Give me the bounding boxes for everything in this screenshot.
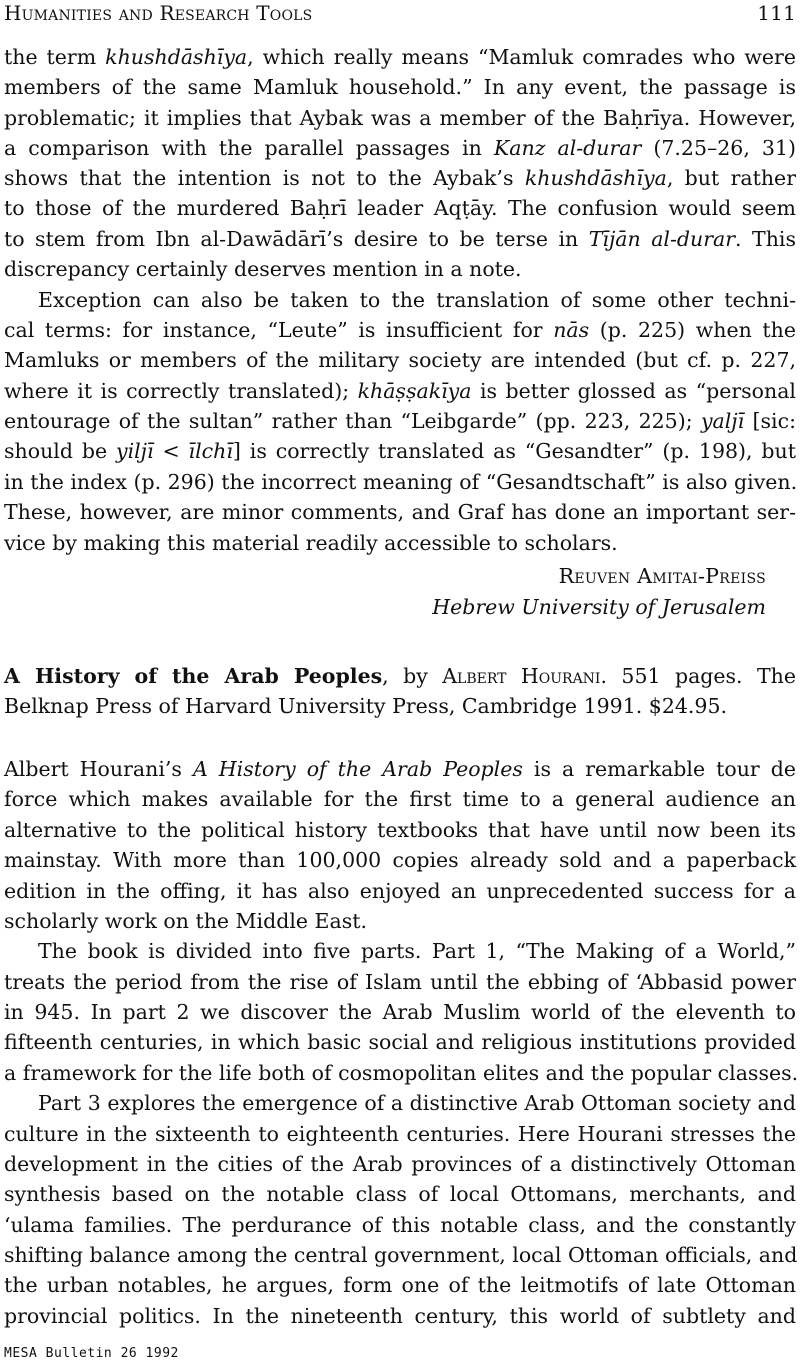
text-line: Part 3 explores the emergence of a distinctive Arab Ottoman society and	[38, 1091, 796, 1115]
text-line: alternative to the political history textbooks that have until now been its	[4, 818, 796, 842]
text-line: a framework for the life both of cosmopolitan elites and the popular classes.	[4, 1061, 799, 1085]
text-line: to those of the murdered Baḥrī leader Aqṭāy. The confusion would seem	[4, 196, 796, 220]
text-line: These, however, are minor comments, and Graf has done an important ser-	[4, 500, 796, 524]
text-line: scholarly work on the Middle East.	[4, 909, 368, 933]
text-line: shifting balance among the central government, local Ottoman officials, and	[4, 1243, 798, 1267]
text-line: force which makes available for the first time to a general audience an	[4, 787, 796, 811]
text-line: problematic; it implies that Aybak was a member of the Baḥrīya. However,	[4, 106, 796, 130]
text-line: to stem from Ibn al-Dawādārī’s desire to be terse in Tījān al-durar. This	[4, 227, 796, 251]
text-line: mainstay. With more than 100,000 copies already sold and a paperback	[4, 848, 796, 872]
text-line: synthesis based on the notable class of local Ottomans, merchants, and	[4, 1182, 796, 1206]
text-line: vice by making this material readily accessible to scholars.	[4, 531, 618, 555]
book-title: A History of the Arab Peoples	[4, 664, 383, 688]
page-number: 111	[757, 1, 796, 25]
reviewer-name: Reuven Amitai-Preiss	[558, 564, 766, 588]
citation-line-2: Belknap Press of Harvard University Press, Cambridge 1991. $24.95.	[4, 694, 728, 718]
running-title: Humanities and Research Tools	[4, 1, 313, 25]
text-line: fifteenth centuries, in which basic social and religious institutions provided	[4, 1030, 796, 1054]
text-line: discrepancy certainly deserves mention in a note.	[4, 257, 522, 281]
running-head	[4, 0, 796, 28]
citation-line-1: A History of the Arab Peoples, by Albert Hourani. 551 pages. The	[4, 664, 796, 688]
text-line: the term khushdāshīya, which really means “Mamluk comrades who were	[4, 45, 796, 69]
text-line: in the index (p. 296) the incorrect meaning of “Gesandtschaft” is also given.	[4, 470, 798, 494]
text-line: shows that the intention is not to the Aybak’s khushdāshīya, but rather	[4, 166, 796, 190]
text-line: cal terms: for instance, “Leute” is insufficient for nās (p. 225) when the	[4, 318, 796, 342]
text-line: members of the same Mamluk household.” In any event, the passage is	[4, 75, 796, 99]
text-line: culture in the sixteenth to eighteenth centuries. Here Hourani stresses the	[4, 1122, 796, 1146]
text-line: The book is divided into five parts. Part 1, “The Making of a World,”	[38, 939, 796, 963]
text-line: the urban notables, he argues, form one of the leitmotifs of late Ottoman	[4, 1273, 796, 1297]
text-line: treats the period from the rise of Islam until the ebbing of ‘Abbasid power	[4, 970, 796, 994]
journal-footer: MESA Bulletin 26 1992	[4, 1346, 179, 1361]
text-line: in 945. In part 2 we discover the Arab Muslim world of the eleventh to	[4, 1000, 796, 1024]
text-line: edition in the offing, it has also enjoyed an unprecedented success for a	[4, 879, 796, 903]
text-line: a comparison with the parallel passages in Kanz al-durar (7.25–26, 31)	[4, 136, 796, 160]
text-line: Exception can also be taken to the translation of some other techni-	[38, 288, 796, 312]
text-line: entourage of the sultan” rather than “Leibgarde” (pp. 223, 225); yaljī [sic:	[4, 409, 796, 433]
text-line: Mamluks or members of the military society are intended (but cf. p. 227,	[4, 348, 796, 372]
book-author: Albert Hourani	[442, 664, 601, 688]
reviewer-affiliation: Hebrew University of Jerusalem	[432, 595, 766, 619]
text-line: ‘ulama families. The perdurance of this notable class, and the constantly	[4, 1213, 796, 1237]
text-line: Albert Hourani’s A History of the Arab Peoples is a remarkable tour de	[4, 757, 796, 781]
text-line: should be yiljī < īlchī] is correctly translated as “Gesandter” (p. 198), but	[4, 439, 796, 463]
text-line: where it is correctly translated); khāṣṣakīya is better glossed as “personal	[4, 379, 796, 403]
text-line: provincial politics. In the nineteenth century, this world of subtlety and	[4, 1304, 796, 1328]
text-line: development in the cities of the Arab provinces of a distinctively Ottoman	[4, 1152, 796, 1176]
